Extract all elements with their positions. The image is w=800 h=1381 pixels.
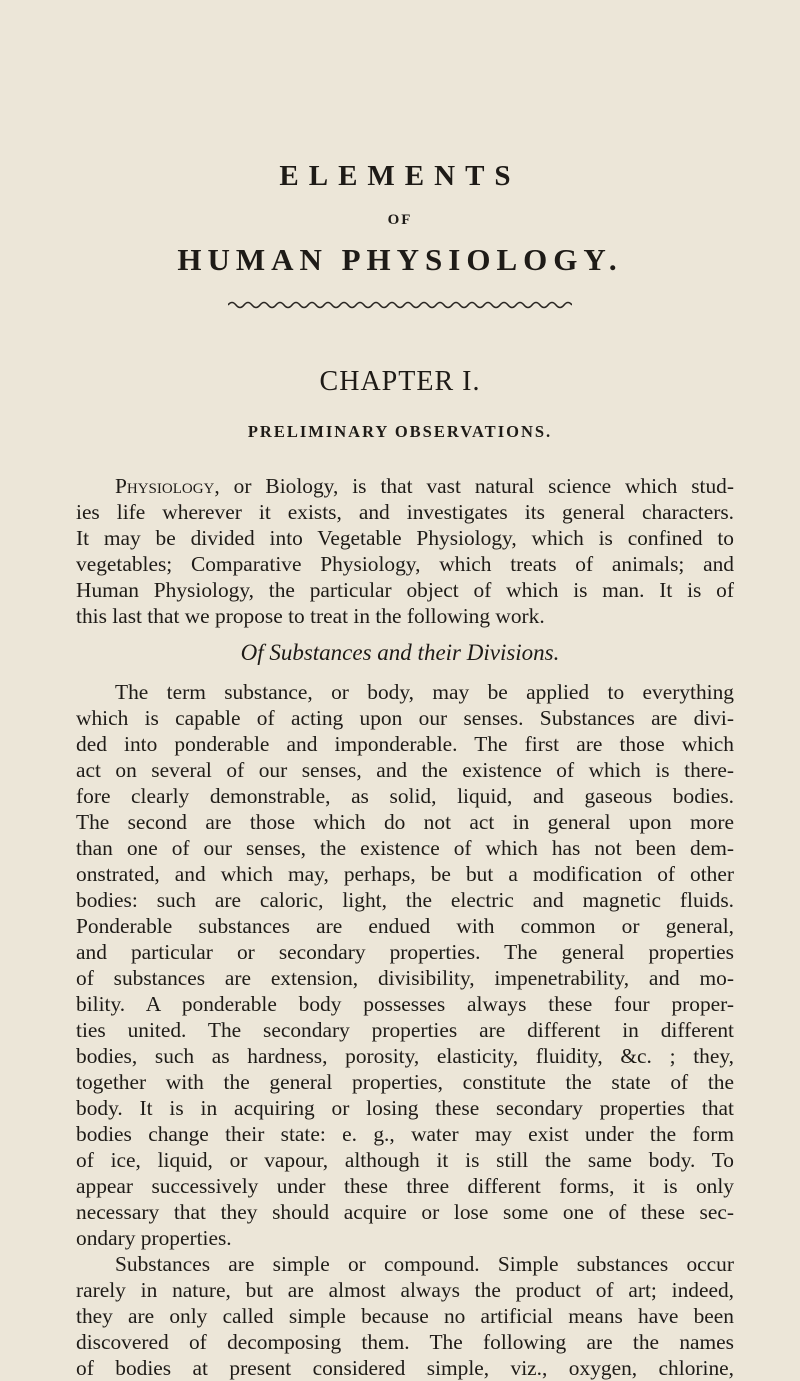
text-line: It may be divided into Vegetable Physiology, which is confined to — [76, 526, 734, 550]
text-line: ties united. The secondary properties are different in different — [76, 1018, 734, 1042]
text-line: fore clearly demonstrable, as solid, liquid, and gaseous bodies. — [76, 784, 734, 808]
text-line: onstrated, and which may, perhaps, be but a modification of other — [76, 862, 734, 886]
text-line: bility. A ponderable body possesses always these four proper- — [76, 992, 734, 1016]
text-line: of substances are extension, divisibility, impenetrability, and mo- — [76, 966, 734, 990]
text-line: necessary that they should acquire or lose some one of these sec- — [76, 1200, 734, 1224]
lead-word: Physiology, — [115, 474, 220, 498]
book-subtitle: HUMAN PHYSIOLOGY. — [177, 242, 623, 277]
text-line: of bodies at present considered simple, viz., oxygen, chlorine, — [76, 1356, 734, 1380]
paragraph-substances — [76, 679, 734, 1251]
text-line: than one of our senses, the existence of which has not been dem- — [76, 836, 734, 860]
text-line: together with the general properties, constitute the state of the — [76, 1070, 734, 1094]
text-line: The second are those which do not act in general upon more — [76, 810, 734, 834]
text-line: ded into ponderable and imponderable. The first are those which — [76, 732, 734, 756]
section-heading: Of Substances and their Divisions. — [240, 640, 560, 665]
paragraph-simple-compound — [76, 1251, 734, 1381]
text-line: appear successively under these three different forms, it is only — [76, 1174, 734, 1198]
text-line: and particular or secondary properties. The general properties — [76, 940, 734, 964]
text-line: ondary properties. — [76, 1226, 232, 1250]
text-line: this last that we propose to treat in the following work. — [76, 604, 545, 628]
book-title-of: OF — [387, 212, 413, 228]
text-line: Substances are simple or compound. Simple substances occur — [115, 1252, 734, 1276]
wavy-rule-ornament — [228, 300, 572, 310]
text-line: which is capable of acting upon our senses. Substances are divi- — [76, 706, 734, 730]
text-line: bodies, such as hardness, porosity, elasticity, fluidity, &c. ; they, — [76, 1044, 734, 1068]
text-line: they are only called simple because no artificial means have been — [76, 1304, 734, 1328]
text-line: Ponderable substances are endued with common or general, — [76, 914, 734, 938]
paragraph-intro — [76, 473, 734, 629]
text-line: bodies change their state: e. g., water may exist under the form — [76, 1122, 734, 1146]
text-line: discovered of decomposing them. The following are the names — [76, 1330, 734, 1354]
chapter-subheading: PRELIMINARY OBSERVATIONS. — [247, 422, 553, 441]
text-line: vegetables; Comparative Physiology, which treats of animals; and — [76, 552, 734, 576]
text-line: ies life wherever it exists, and investigates its general characters. — [76, 500, 734, 524]
text-line: bodies: such are caloric, light, the electric and magnetic fluids. — [76, 888, 734, 912]
chapter-heading: CHAPTER I. — [319, 366, 481, 397]
text-line: The term substance, or body, may be applied to everything — [115, 680, 734, 704]
book-title: ELEMENTS — [279, 160, 521, 192]
text-line: body. It is in acquiring or losing these secondary properties that — [76, 1096, 734, 1120]
text-line: rarely in nature, but are almost always the product of art; indeed, — [76, 1278, 734, 1302]
text-line: Physiology, or Biology, is that vast natural science which stud- — [115, 474, 734, 498]
text-line: act on several of our senses, and the existence of which is there- — [76, 758, 734, 782]
text-line: of ice, liquid, or vapour, although it is still the same body. To — [76, 1148, 734, 1172]
text-line: Human Physiology, the particular object of which is man. It is of — [76, 578, 734, 602]
